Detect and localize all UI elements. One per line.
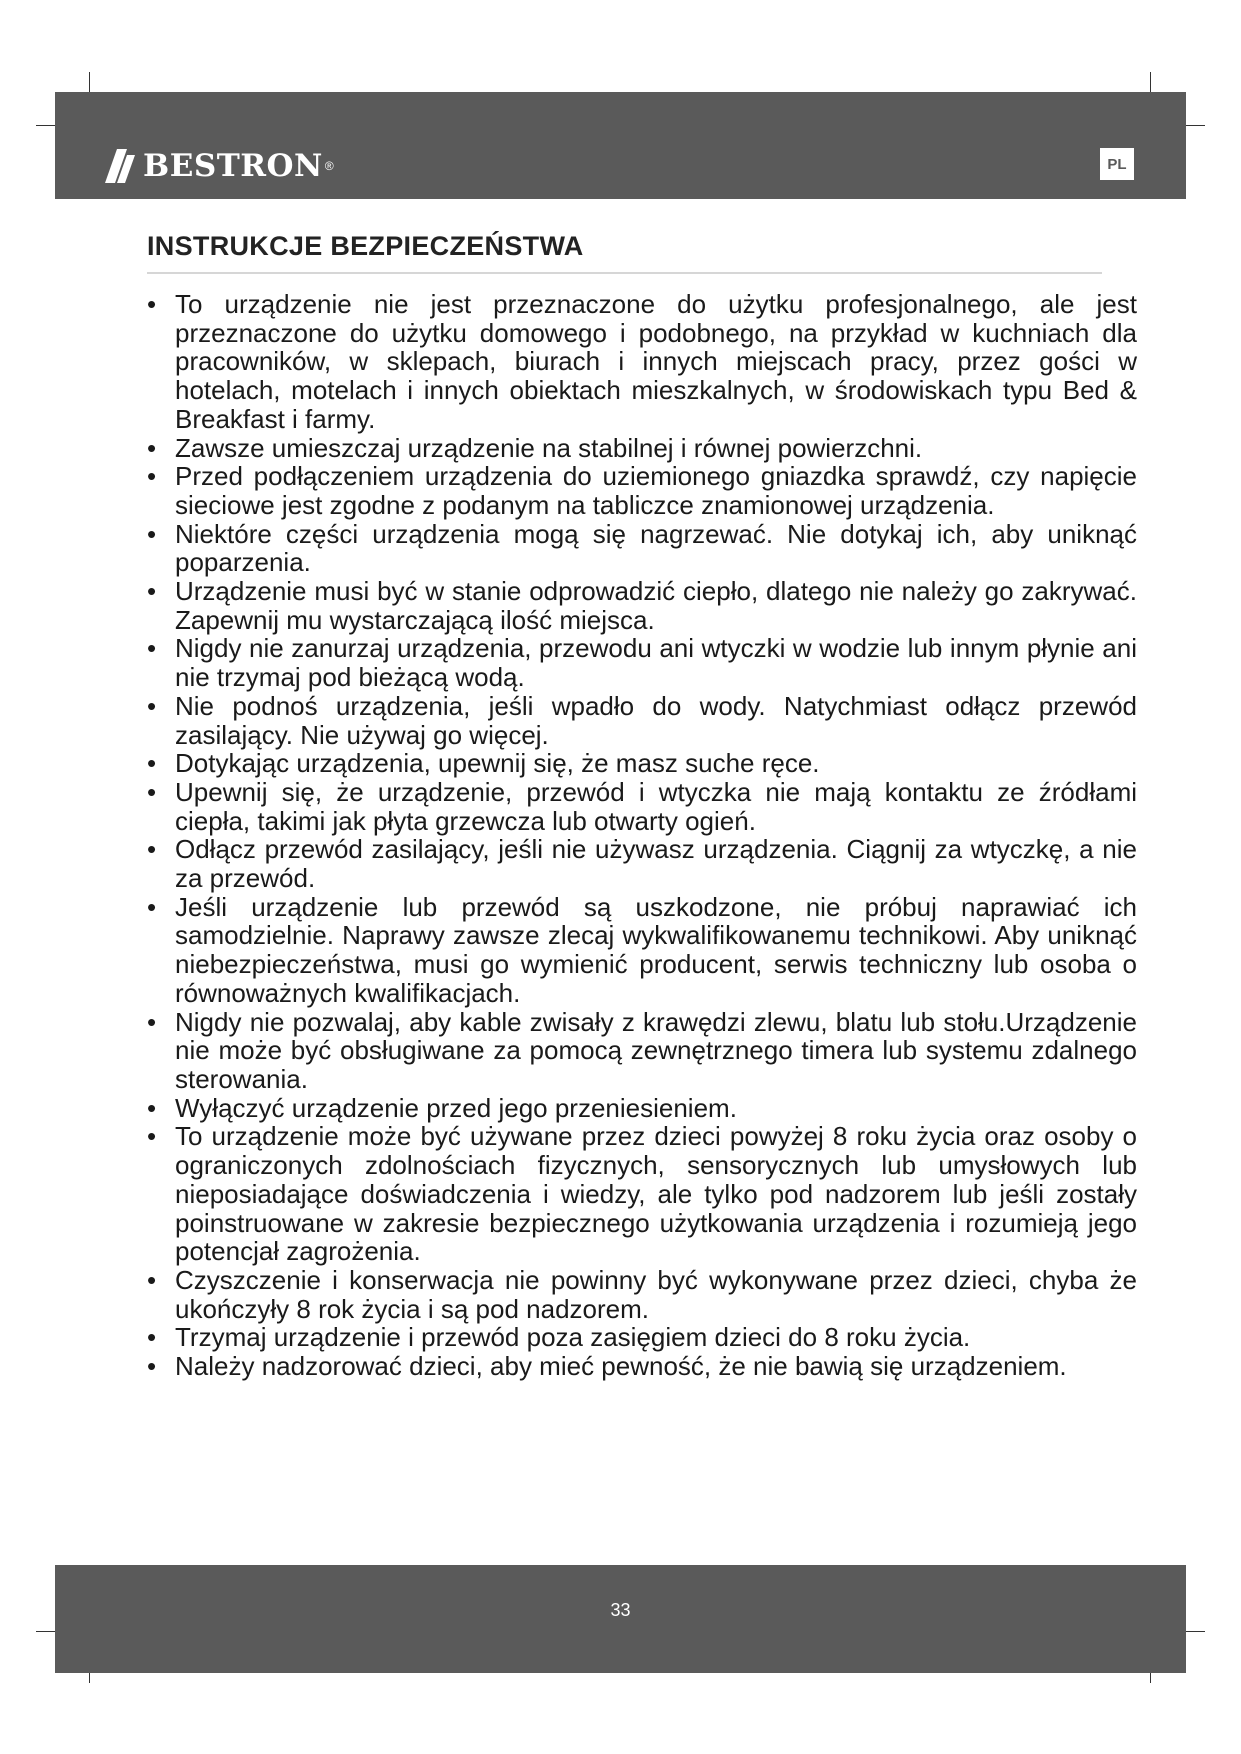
page-title: INSTRUKCJE BEZPIECZEŃSTWA (147, 231, 1102, 274)
bullet: • (147, 834, 157, 865)
safety-instructions-list (147, 290, 1137, 1381)
bullet: • (147, 461, 157, 492)
list-item-text: Dotykając urządzenia, upewnij się, że masz suche ręce. (175, 748, 820, 779)
list-item-text: Nigdy nie pozwalaj, aby kable zwisały z krawędzi zlewu, blatu lub stołu.Urządzenie nie może być obsługiwane za pomocą zewnętrznego timera lub systemu zdalnego sterowania. (175, 1006, 1137, 1094)
bullet: • (147, 1092, 157, 1123)
bullet: • (147, 576, 157, 607)
list-item-text: Czyszczenie i konserwacja nie powinny być wykonywane przez dzieci, chyba że ukończyły 8 rok życia i są pod nadzorem. (175, 1264, 1137, 1324)
list-item-text: Przed podłączeniem urządzenia do uziemionego gniazdka sprawdź, czy napięcie sieciowe jest zgodne z podanym na tabliczce znamionowej urządzenia. (175, 461, 1137, 520)
bullet: • (147, 633, 157, 664)
footer-bar (55, 1565, 1186, 1673)
list-item-text: Nigdy nie zanurzaj urządzenia, przewodu ani wtyczki w wodzie lub innym płynie ani nie trzymaj pod bieżącą wodą. (175, 633, 1137, 693)
list-item-text: Trzymaj urządzenie i przewód poza zasięgiem dzieci do 8 roku życia. (175, 1322, 971, 1353)
language-badge: PL (1100, 148, 1134, 180)
list-item-text: Urządzenie musi być w stanie odprowadzić ciepło, dlatego nie należy go zakrywać. Zapewnij mu wystarczającą ilość miejsca. (175, 576, 1137, 635)
list-item-text: Nie podnoś urządzenia, jeśli wpadło do wody. Natychmiast odłącz przewód zasilający. Nie używaj go więcej. (175, 690, 1137, 750)
bullet: • (147, 432, 157, 463)
bullet: • (147, 1351, 157, 1382)
bullet: • (147, 1006, 157, 1037)
list-item (147, 692, 1137, 749)
list-item (147, 749, 1137, 778)
list-item-text: To urządzenie nie jest przeznaczone do użytku profesjonalnego, ale jest przeznaczone do użytku domowego i podobnego, na przykład w kuchniach dla pracowników, w sklepach, biurach i innych miejscach pracy, przez gości w hotelach, motelach i innych obiektach mieszkalnych, w środowiskach typu Bed & Breakfast i farmy. (175, 289, 1137, 434)
bullet: • (147, 748, 157, 779)
list-item-text: Należy nadzorować dzieci, aby mieć pewność, że nie bawią się urządzeniem. (175, 1351, 1067, 1382)
list-item (147, 1266, 1137, 1323)
list-item (147, 577, 1137, 634)
list-item (147, 1122, 1137, 1266)
list-item (147, 893, 1137, 1008)
header-bar (55, 92, 1186, 199)
list-item-text: Wyłączyć urządzenie przed jego przeniesieniem. (175, 1092, 737, 1123)
brand-name: BESTRON (143, 147, 323, 184)
list-item (147, 434, 1137, 463)
bullet: • (147, 1322, 157, 1353)
bullet: • (147, 776, 157, 807)
list-item (147, 520, 1137, 577)
list-item (147, 634, 1137, 691)
list-item-text: Jeśli urządzenie lub przewód są uszkodzone, nie próbuj naprawiać ich samodzielnie. Naprawy zawsze zlecaj wykwalifikowanemu technikowi. Aby uniknąć niebezpieczeństwa, musi go wymienić producent, serwis techniczny lub osoba o równoważnych kwalifikacjach. (175, 891, 1137, 1008)
bestron-logo (105, 146, 334, 186)
bullet: • (147, 891, 157, 922)
list-item (147, 290, 1137, 434)
chevron-double-icon (105, 147, 135, 185)
list-item (147, 1323, 1137, 1352)
list-item (147, 1352, 1137, 1381)
list-item (147, 835, 1137, 892)
registered-mark: ® (324, 159, 334, 173)
bullet: • (147, 289, 157, 319)
list-item-text: Zawsze umieszczaj urządzenie na stabilnej i równej powierzchni. (175, 432, 923, 463)
list-item-text: To urządzenie może być używane przez dzieci powyżej 8 roku życia oraz osoby o ograniczonych zdolnościach fizycznych, sensorycznych lub umysłowych lub nieposiadające doświadczenia i wiedzy, ale tylko pod nadzorem lub jeśli zostały poinstruowane w zakresie bezpiecznego użytkowania urządzenia i rozumieją jego potencjał zagrożenia. (175, 1121, 1137, 1267)
list-item (147, 1094, 1137, 1123)
list-item (147, 1008, 1137, 1094)
list-item (147, 778, 1137, 835)
bullet: • (147, 690, 157, 721)
list-item-text: Niektóre części urządzenia mogą się nagrzewać. Nie dotykaj ich, aby uniknąć poparzenia. (175, 518, 1137, 578)
bullet: • (147, 1121, 157, 1152)
list-item (147, 462, 1137, 519)
list-item-text: Upewnij się, że urządzenie, przewód i wtyczka nie mają kontaktu ze źródłami ciepła, takimi jak płyta grzewcza lub otwarty ogień. (175, 776, 1137, 836)
bullet: • (147, 518, 157, 549)
bullet: • (147, 1264, 157, 1295)
list-item-text: Odłącz przewód zasilający, jeśli nie używasz urządzenia. Ciągnij za wtyczkę, a nie za przewód. (175, 834, 1137, 894)
page-number: 33 (610, 1600, 631, 1620)
